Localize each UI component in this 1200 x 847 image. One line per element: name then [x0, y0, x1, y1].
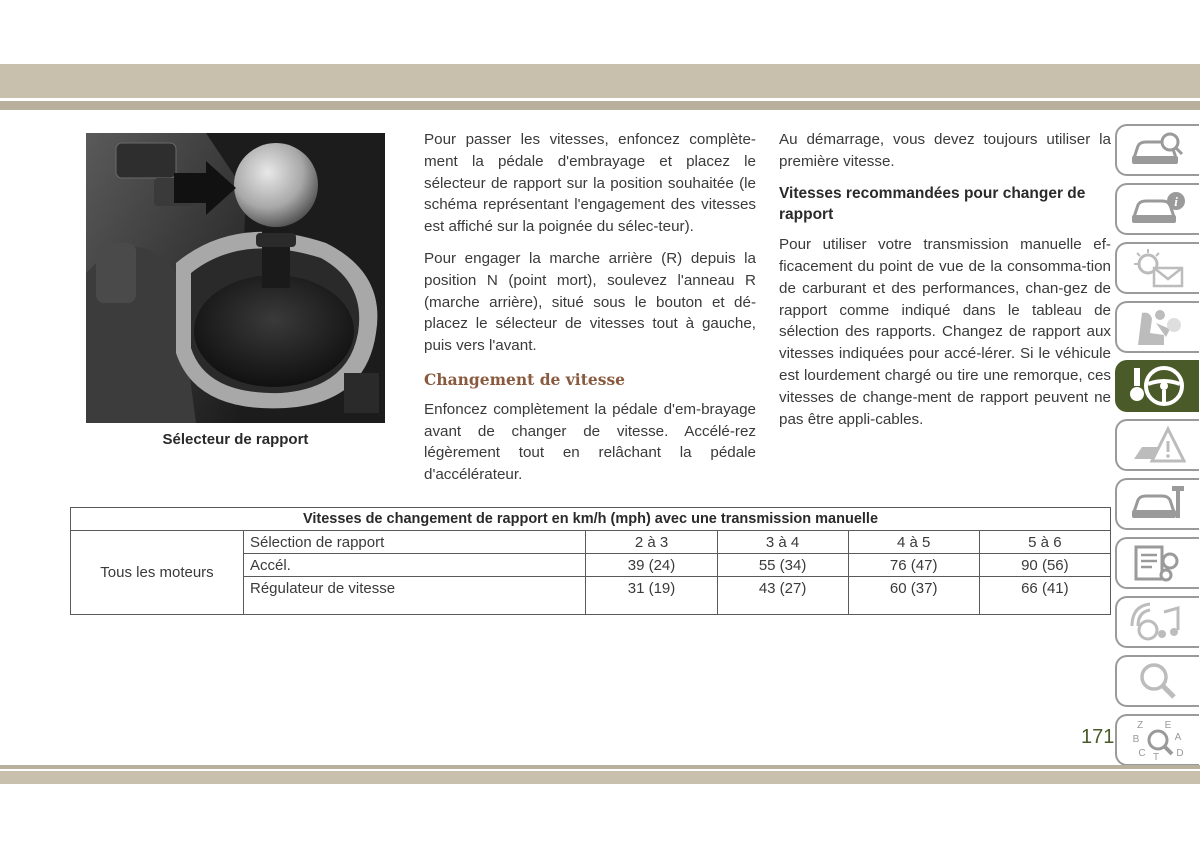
paragraph: Enfoncez complètement la pédale d'em-brayage avant de changer de vitesse. Accélé-rez légèrement tout en relâchant la pédale d'accélérateur. — [424, 400, 756, 484]
specifications-gear-icon — [1130, 543, 1186, 583]
header-band — [0, 64, 1200, 98]
table-cell: 60 (37) — [848, 577, 979, 615]
tab-servicing[interactable] — [1115, 478, 1199, 530]
gear-selector-photo — [86, 133, 385, 423]
tab-index[interactable] — [1115, 714, 1199, 766]
tab-warning-lights[interactable] — [1115, 242, 1199, 294]
roadside-warning-icon — [1130, 425, 1186, 465]
seat-airbag-icon — [1130, 307, 1186, 347]
table-cell: 90 (56) — [979, 554, 1110, 577]
tab-car-info[interactable] — [1115, 183, 1199, 235]
table-cell: 39 (24) — [586, 554, 717, 577]
table-cell: 66 (41) — [979, 577, 1110, 615]
tab-car-search[interactable] — [1115, 124, 1199, 176]
table-title: Vitesses de changement de rapport en km/h (mph) avec une transmission manuelle — [71, 508, 1111, 531]
multimedia-music-icon — [1130, 602, 1186, 642]
index-letter: B — [1132, 734, 1140, 745]
text-column-left — [424, 129, 756, 496]
table-cell: 2 à 3 — [586, 531, 717, 554]
table-row — [71, 531, 1111, 554]
car-service-icon — [1130, 484, 1186, 524]
text-column-right — [779, 129, 1111, 440]
index-letter: E — [1164, 720, 1172, 731]
tab-multimedia[interactable] — [1115, 596, 1199, 648]
tab-specifications[interactable] — [1115, 537, 1199, 589]
paragraph: Pour passer les vitesses, enfoncez complète-ment la pédale d'embrayage et placez le sélecteur de rapport sur la position souhaitée (le schéma représentant l'engagement des vitesses est affiché sur la poignée du sélec-teur). — [424, 131, 756, 236]
index-letter: A — [1174, 732, 1182, 743]
footer-rule — [0, 765, 1200, 769]
car-search-icon — [1130, 130, 1186, 170]
row-label: Sélection de rapport — [244, 531, 586, 554]
index-letter: C — [1138, 748, 1146, 759]
section-heading: Changement de vitesse — [424, 369, 626, 389]
table-cell: 55 (34) — [717, 554, 848, 577]
index-letter: Z — [1136, 720, 1144, 731]
tab-safety[interactable] — [1115, 301, 1199, 353]
svg-text:i: i — [1174, 194, 1178, 209]
row-label: Régulateur de vitesse — [244, 577, 586, 615]
table-cell: 76 (47) — [848, 554, 979, 577]
paragraph: Pour utiliser votre transmission manuelle ef-ficacement du point de vue de la consomma-tion de carburant et des performances, chan-gez de rapport comme indiqué dans le tableau de sélection des rapports. Changez de rapport aux vitesses indiquées pour accé-lérer. Si le véhicule est lourdement chargé ou tire une remorque, ces vitesses de change-ment de rapport peuvent ne pas être appli-cables. — [779, 236, 1111, 428]
table-cell: 43 (27) — [717, 577, 848, 615]
tab-emergency[interactable] — [1115, 419, 1199, 471]
photo-caption: Sélecteur de rapport — [162, 431, 309, 448]
alphabetical-index-icon — [1128, 718, 1188, 762]
paragraph: Pour engager la marche arrière (R) depuis la position N (point mort), soulevez l'anneau R (marche arrière), situé sous le bouton et dé-placez le sélecteur de vitesses tout à gauche, puis vers l'avant. — [424, 249, 756, 355]
header-rule — [0, 101, 1200, 110]
table-cell: 4 à 5 — [848, 531, 979, 554]
shift-speed-table — [70, 507, 1111, 615]
warning-light-message-icon — [1130, 248, 1186, 288]
section-heading: Vitesses recommandées pour changer de rapport — [779, 184, 1086, 224]
row-label: Accél. — [244, 554, 586, 577]
index-letter: D — [1176, 748, 1184, 759]
tab-search[interactable] — [1115, 655, 1199, 707]
steering-wheel-key-icon — [1128, 364, 1188, 408]
table-cell: 5 à 6 — [979, 531, 1110, 554]
paragraph: Au démarrage, vous devez toujours utiliser la première vitesse. — [779, 131, 1111, 170]
page-number: 171 — [1081, 726, 1115, 748]
search-magnifier-icon — [1130, 661, 1186, 701]
table-cell: 31 (19) — [586, 577, 717, 615]
table-cell: 3 à 4 — [717, 531, 848, 554]
table-group-label: Tous les moteurs — [71, 531, 244, 615]
tab-starting-operating[interactable] — [1115, 360, 1199, 412]
footer-band — [0, 771, 1200, 784]
index-letter: T — [1152, 752, 1160, 762]
car-info-icon — [1130, 189, 1186, 229]
